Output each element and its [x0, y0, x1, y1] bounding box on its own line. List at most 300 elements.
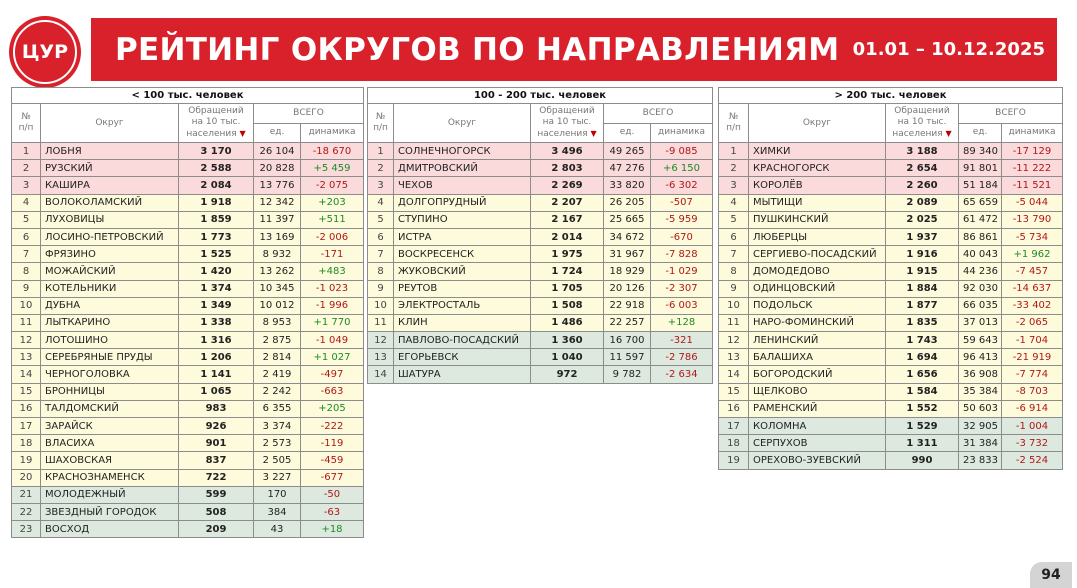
total-units: 10 012 — [254, 297, 301, 314]
row-number: 6 — [368, 228, 394, 245]
row-number: 8 — [368, 263, 394, 280]
row-number: 2 — [12, 160, 41, 177]
row-number: 11 — [368, 314, 394, 331]
table-row — [719, 452, 1063, 469]
dynamics-value: -63 — [301, 503, 364, 520]
table-row — [12, 246, 364, 263]
rate-per-10k: 2 207 — [531, 194, 604, 211]
row-number: 8 — [12, 263, 41, 280]
rate-per-10k: 1 975 — [531, 246, 604, 263]
rate-per-10k: 1 040 — [531, 349, 604, 366]
rate-per-10k: 1 141 — [179, 366, 254, 383]
row-number: 13 — [12, 349, 41, 366]
dynamics-value: +18 — [301, 521, 364, 538]
total-units: 2 875 — [254, 332, 301, 349]
district-name: СТУПИНО — [394, 211, 531, 228]
table-row — [719, 177, 1063, 194]
rate-per-10k: 2 588 — [179, 160, 254, 177]
col-header-district: Округ — [394, 104, 531, 143]
table-row — [719, 297, 1063, 314]
total-units: 89 340 — [959, 143, 1002, 160]
total-units: 51 184 — [959, 177, 1002, 194]
total-units: 2 573 — [254, 435, 301, 452]
table-row — [12, 521, 364, 538]
table-row — [368, 211, 713, 228]
row-number: 4 — [719, 194, 749, 211]
row-number: 3 — [368, 177, 394, 194]
page-number: 94 — [1030, 562, 1072, 588]
dynamics-value: -11 222 — [1002, 160, 1063, 177]
date-range: 01.01 – 10.12.2025 — [852, 39, 1045, 60]
table-row — [368, 194, 713, 211]
row-number: 10 — [719, 297, 749, 314]
row-number: 16 — [719, 400, 749, 417]
dynamics-value: -119 — [301, 435, 364, 452]
rate-per-10k: 1 065 — [179, 383, 254, 400]
rate-per-10k: 2 089 — [886, 194, 959, 211]
dynamics-value: -2 634 — [651, 366, 713, 383]
dynamics-value: -18 670 — [301, 143, 364, 160]
district-name: ТАЛДОМСКИЙ — [41, 400, 179, 417]
table-row — [719, 263, 1063, 280]
rate-per-10k: 1 656 — [886, 366, 959, 383]
district-name: ПУШКИНСКИЙ — [749, 211, 886, 228]
district-name: РЕУТОВ — [394, 280, 531, 297]
rate-per-10k: 1 374 — [179, 280, 254, 297]
dynamics-value: +128 — [651, 314, 713, 331]
rate-per-10k: 1 552 — [886, 400, 959, 417]
table-row — [12, 228, 364, 245]
total-units: 50 603 — [959, 400, 1002, 417]
total-units: 31 967 — [604, 246, 651, 263]
district-name: ЛУХОВИЦЫ — [41, 211, 179, 228]
row-number: 4 — [368, 194, 394, 211]
total-units: 20 828 — [254, 160, 301, 177]
district-name: ЛОТОШИНО — [41, 332, 179, 349]
col-header-total: ВСЕГО — [959, 104, 1063, 124]
dynamics-value: -2 075 — [301, 177, 364, 194]
row-number: 10 — [368, 297, 394, 314]
col-header-district: Округ — [749, 104, 886, 143]
row-number: 18 — [719, 435, 749, 452]
district-name: СЕРПУХОВ — [749, 435, 886, 452]
total-units: 31 384 — [959, 435, 1002, 452]
table-row — [12, 194, 364, 211]
total-units: 2 242 — [254, 383, 301, 400]
table-row — [12, 400, 364, 417]
total-units: 20 126 — [604, 280, 651, 297]
rate-per-10k: 722 — [179, 469, 254, 486]
district-name: ДОЛГОПРУДНЫЙ — [394, 194, 531, 211]
district-name: ЛЮБЕРЦЫ — [749, 228, 886, 245]
district-name: ЛЕНИНСКИЙ — [749, 332, 886, 349]
dynamics-value: +205 — [301, 400, 364, 417]
rate-per-10k: 1 338 — [179, 314, 254, 331]
total-units: 12 342 — [254, 194, 301, 211]
row-number: 9 — [368, 280, 394, 297]
district-name: КРАСНОЗНАМЕНСК — [41, 469, 179, 486]
table-row — [12, 503, 364, 520]
rate-per-10k: 1 420 — [179, 263, 254, 280]
table-row — [719, 366, 1063, 383]
dynamics-value: +511 — [301, 211, 364, 228]
rate-per-10k: 926 — [179, 418, 254, 435]
total-units: 170 — [254, 486, 301, 503]
district-name: БАЛАШИХА — [749, 349, 886, 366]
row-number: 6 — [12, 228, 41, 245]
dynamics-value: -1 023 — [301, 280, 364, 297]
rate-per-10k: 1 316 — [179, 332, 254, 349]
col-header-total: ВСЕГО — [604, 104, 713, 124]
col-header-total: ВСЕГО — [254, 104, 364, 124]
row-number: 9 — [12, 280, 41, 297]
dynamics-value: -8 703 — [1002, 383, 1063, 400]
total-units: 8 953 — [254, 314, 301, 331]
row-number: 13 — [368, 349, 394, 366]
rate-per-10k: 599 — [179, 486, 254, 503]
rate-per-10k: 1 694 — [886, 349, 959, 366]
row-number: 9 — [719, 280, 749, 297]
title-banner — [91, 18, 1057, 81]
rate-per-10k: 2 654 — [886, 160, 959, 177]
dynamics-value: -670 — [651, 228, 713, 245]
district-name: ЛЫТКАРИНО — [41, 314, 179, 331]
row-number: 1 — [12, 143, 41, 160]
total-units: 2 419 — [254, 366, 301, 383]
table-row — [719, 314, 1063, 331]
row-number: 3 — [719, 177, 749, 194]
rate-per-10k: 1 937 — [886, 228, 959, 245]
dynamics-value: -507 — [651, 194, 713, 211]
district-name: ВОЛОКОЛАМСКИЙ — [41, 194, 179, 211]
dynamics-value: -7 774 — [1002, 366, 1063, 383]
total-units: 18 929 — [604, 263, 651, 280]
col-header-rate: Обращений на 10 тыс. населения ▼ — [886, 104, 959, 143]
table-row — [719, 280, 1063, 297]
rate-per-10k: 972 — [531, 366, 604, 383]
row-number: 16 — [12, 400, 41, 417]
table-row — [368, 366, 713, 383]
row-number: 11 — [719, 314, 749, 331]
district-name: БРОННИЦЫ — [41, 383, 179, 400]
total-units: 65 659 — [959, 194, 1002, 211]
total-units: 35 384 — [959, 383, 1002, 400]
row-number: 1 — [368, 143, 394, 160]
district-name: ОРЕХОВО-ЗУЕВСКИЙ — [749, 452, 886, 469]
rate-per-10k: 2 269 — [531, 177, 604, 194]
dynamics-value: -5 044 — [1002, 194, 1063, 211]
dynamics-value: -7 457 — [1002, 263, 1063, 280]
dynamics-value: -171 — [301, 246, 364, 263]
district-name: ЛОБНЯ — [41, 143, 179, 160]
table-row — [719, 228, 1063, 245]
dynamics-value: -497 — [301, 366, 364, 383]
district-name: ПАВЛОВО-ПОСАДСКИЙ — [394, 332, 531, 349]
logo — [9, 16, 81, 88]
total-units: 96 413 — [959, 349, 1002, 366]
district-name: МОЛОДЕЖНЫЙ — [41, 486, 179, 503]
row-number: 15 — [719, 383, 749, 400]
rate-per-10k: 1 915 — [886, 263, 959, 280]
dynamics-value: -11 521 — [1002, 177, 1063, 194]
dynamics-value: +6 150 — [651, 160, 713, 177]
table-row — [368, 246, 713, 263]
rate-per-10k: 1 877 — [886, 297, 959, 314]
table-row — [719, 332, 1063, 349]
row-number: 14 — [719, 366, 749, 383]
rate-per-10k: 1 529 — [886, 418, 959, 435]
district-name: КЛИН — [394, 314, 531, 331]
district-name: ХИМКИ — [749, 143, 886, 160]
rate-per-10k: 1 884 — [886, 280, 959, 297]
total-units: 13 169 — [254, 228, 301, 245]
total-units: 22 918 — [604, 297, 651, 314]
table-row — [719, 160, 1063, 177]
district-name: ОДИНЦОВСКИЙ — [749, 280, 886, 297]
table-row — [719, 143, 1063, 160]
row-number: 12 — [12, 332, 41, 349]
rate-per-10k: 2 803 — [531, 160, 604, 177]
table-row — [12, 280, 364, 297]
total-units: 2 505 — [254, 452, 301, 469]
table-group-title: < 100 тыс. человек — [12, 88, 364, 104]
district-name: ЧЕРНОГОЛОВКА — [41, 366, 179, 383]
district-name: ДУБНА — [41, 297, 179, 314]
table-row — [12, 366, 364, 383]
district-name: ИСТРА — [394, 228, 531, 245]
page-title: РЕЙТИНГ ОКРУГОВ ПО НАПРАВЛЕНИЯМ — [115, 31, 840, 68]
district-name: СЕРГИЕВО-ПОСАДСКИЙ — [749, 246, 886, 263]
table-row — [12, 383, 364, 400]
row-number: 7 — [368, 246, 394, 263]
rate-per-10k: 1 859 — [179, 211, 254, 228]
rate-per-10k: 1 724 — [531, 263, 604, 280]
district-name: ПОДОЛЬСК — [749, 297, 886, 314]
rate-per-10k: 837 — [179, 452, 254, 469]
total-units: 66 035 — [959, 297, 1002, 314]
district-name: РУЗСКИЙ — [41, 160, 179, 177]
district-name: МОЖАЙСКИЙ — [41, 263, 179, 280]
district-name: ВОСКРЕСЕНСК — [394, 246, 531, 263]
table-row — [12, 418, 364, 435]
row-number: 1 — [719, 143, 749, 160]
row-number: 10 — [12, 297, 41, 314]
sort-desc-icon: ▼ — [945, 129, 952, 138]
total-units: 23 833 — [959, 452, 1002, 469]
table-row — [12, 211, 364, 228]
rate-per-10k: 2 167 — [531, 211, 604, 228]
dynamics-value: -1 029 — [651, 263, 713, 280]
dynamics-value: -21 919 — [1002, 349, 1063, 366]
table-row — [368, 263, 713, 280]
table-row — [368, 177, 713, 194]
total-units: 3 374 — [254, 418, 301, 435]
table-row — [12, 160, 364, 177]
row-number: 17 — [12, 418, 41, 435]
district-name: ДОМОДЕДОВО — [749, 263, 886, 280]
dynamics-value: -6 003 — [651, 297, 713, 314]
table-row — [719, 383, 1063, 400]
dynamics-value: -2 786 — [651, 349, 713, 366]
total-units: 22 257 — [604, 314, 651, 331]
district-name: ЖУКОВСКИЙ — [394, 263, 531, 280]
col-header-rate: Обращений на 10 тыс. населения ▼ — [531, 104, 604, 143]
total-units: 384 — [254, 503, 301, 520]
total-units: 11 597 — [604, 349, 651, 366]
table-group-title: 100 - 200 тыс. человек — [368, 88, 713, 104]
dynamics-value: -663 — [301, 383, 364, 400]
dynamics-value: -1 049 — [301, 332, 364, 349]
table-row — [12, 435, 364, 452]
table-row — [719, 246, 1063, 263]
dynamics-value: +5 459 — [301, 160, 364, 177]
row-number: 15 — [12, 383, 41, 400]
dynamics-value: -2 524 — [1002, 452, 1063, 469]
col-header-units: ед. — [254, 123, 301, 143]
row-number: 2 — [719, 160, 749, 177]
col-header-units: ед. — [959, 123, 1002, 143]
dynamics-value: +1 027 — [301, 349, 364, 366]
table-row — [12, 143, 364, 160]
ranking-table-small — [11, 87, 364, 538]
district-name: КОТЕЛЬНИКИ — [41, 280, 179, 297]
table-row — [719, 349, 1063, 366]
row-number: 21 — [12, 486, 41, 503]
total-units: 91 801 — [959, 160, 1002, 177]
total-units: 37 013 — [959, 314, 1002, 331]
col-header-dynamics: динамика — [301, 123, 364, 143]
total-units: 16 700 — [604, 332, 651, 349]
dynamics-value: -2 006 — [301, 228, 364, 245]
total-units: 32 905 — [959, 418, 1002, 435]
table-row — [12, 332, 364, 349]
row-number: 2 — [368, 160, 394, 177]
total-units: 25 665 — [604, 211, 651, 228]
row-number: 13 — [719, 349, 749, 366]
dynamics-value: -222 — [301, 418, 364, 435]
rate-per-10k: 3 496 — [531, 143, 604, 160]
dynamics-value: -14 637 — [1002, 280, 1063, 297]
dynamics-value: +1 962 — [1002, 246, 1063, 263]
row-number: 17 — [719, 418, 749, 435]
table-row — [719, 435, 1063, 452]
table-row — [368, 160, 713, 177]
col-header-dynamics: динамика — [1002, 123, 1063, 143]
district-name: БОГОРОДСКИЙ — [749, 366, 886, 383]
district-name: СОЛНЕЧНОГОРСК — [394, 143, 531, 160]
total-units: 59 643 — [959, 332, 1002, 349]
logo-text: ЦУР — [13, 20, 77, 84]
district-name: ШАТУРА — [394, 366, 531, 383]
total-units: 13 262 — [254, 263, 301, 280]
total-units: 86 861 — [959, 228, 1002, 245]
rate-per-10k: 1 486 — [531, 314, 604, 331]
row-number: 19 — [719, 452, 749, 469]
rate-per-10k: 2 260 — [886, 177, 959, 194]
total-units: 33 820 — [604, 177, 651, 194]
district-name: РАМЕНСКИЙ — [749, 400, 886, 417]
row-number: 5 — [368, 211, 394, 228]
total-units: 9 782 — [604, 366, 651, 383]
rate-per-10k: 1 360 — [531, 332, 604, 349]
table-row — [368, 349, 713, 366]
sort-desc-icon: ▼ — [590, 129, 597, 138]
total-units: 43 — [254, 521, 301, 538]
table-row — [719, 194, 1063, 211]
col-header-num: № п/п — [368, 104, 394, 143]
col-header-district: Округ — [41, 104, 179, 143]
total-units: 6 355 — [254, 400, 301, 417]
dynamics-value: -6 914 — [1002, 400, 1063, 417]
district-name: ДМИТРОВСКИЙ — [394, 160, 531, 177]
rate-per-10k: 2 025 — [886, 211, 959, 228]
dynamics-value: -459 — [301, 452, 364, 469]
district-name: ВОСХОД — [41, 521, 179, 538]
row-number: 5 — [719, 211, 749, 228]
rate-per-10k: 209 — [179, 521, 254, 538]
row-number: 5 — [12, 211, 41, 228]
table-row — [368, 143, 713, 160]
district-name: ВЛАСИХА — [41, 435, 179, 452]
col-header-dynamics: динамика — [651, 123, 713, 143]
table-row — [12, 314, 364, 331]
row-number: 18 — [12, 435, 41, 452]
table-row — [12, 297, 364, 314]
district-name: ЛОСИНО-ПЕТРОВСКИЙ — [41, 228, 179, 245]
total-units: 2 814 — [254, 349, 301, 366]
rate-per-10k: 1 835 — [886, 314, 959, 331]
dynamics-value: -17 129 — [1002, 143, 1063, 160]
district-name: КАШИРА — [41, 177, 179, 194]
table-row — [12, 452, 364, 469]
total-units: 10 345 — [254, 280, 301, 297]
table-row — [719, 418, 1063, 435]
col-header-num: № п/п — [12, 104, 41, 143]
total-units: 11 397 — [254, 211, 301, 228]
district-name: МЫТИЩИ — [749, 194, 886, 211]
total-units: 92 030 — [959, 280, 1002, 297]
rate-per-10k: 3 188 — [886, 143, 959, 160]
row-number: 6 — [719, 228, 749, 245]
rate-per-10k: 1 508 — [531, 297, 604, 314]
total-units: 34 672 — [604, 228, 651, 245]
row-number: 14 — [12, 366, 41, 383]
dynamics-value: -321 — [651, 332, 713, 349]
district-name: ЕГОРЬЕВСК — [394, 349, 531, 366]
row-number: 7 — [12, 246, 41, 263]
total-units: 26 104 — [254, 143, 301, 160]
row-number: 12 — [719, 332, 749, 349]
table-row — [368, 332, 713, 349]
dynamics-value: +1 770 — [301, 314, 364, 331]
row-number: 3 — [12, 177, 41, 194]
dynamics-value: -50 — [301, 486, 364, 503]
dynamics-value: -13 790 — [1002, 211, 1063, 228]
row-number: 4 — [12, 194, 41, 211]
rate-per-10k: 1 584 — [886, 383, 959, 400]
district-name: НАРО-ФОМИНСКИЙ — [749, 314, 886, 331]
rate-per-10k: 1 918 — [179, 194, 254, 211]
total-units: 26 205 — [604, 194, 651, 211]
ranking-table-large — [718, 87, 1063, 470]
dynamics-value: -6 302 — [651, 177, 713, 194]
table-row — [368, 228, 713, 245]
table-row — [12, 469, 364, 486]
district-name: ШАХОВСКАЯ — [41, 452, 179, 469]
dynamics-value: -33 402 — [1002, 297, 1063, 314]
table-row — [12, 349, 364, 366]
rate-per-10k: 1 773 — [179, 228, 254, 245]
